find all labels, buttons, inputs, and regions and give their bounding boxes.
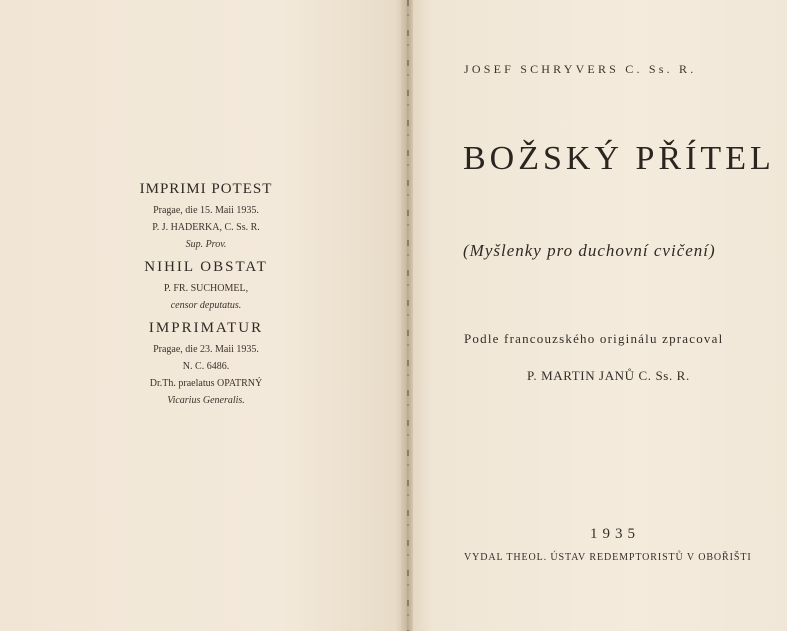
imprimi-potest-heading: IMPRIMI POTEST: [139, 181, 273, 197]
author-name: JOSEF SCHRYVERS C. Ss. R.: [464, 62, 697, 76]
imprimatur-heading: IMPRIMATUR: [148, 320, 264, 336]
church-approvals: [120, 181, 292, 409]
adaptation-note: Podle francouzského originálu zpracoval: [464, 331, 724, 346]
binding-stitches: [407, 0, 409, 631]
publication-year: 1935: [590, 526, 640, 542]
imprimatur-number: N. C. 6486.: [182, 361, 230, 372]
imprimatur-name: Dr.Th. praelatus OPATRNÝ: [149, 378, 263, 389]
book-subtitle: (Myšlenky pro duchovní cvičení): [463, 241, 716, 260]
translator-name: P. MARTIN JANŮ C. Ss. R.: [527, 368, 690, 383]
nihil-obstat-heading: NIHIL OBSTAT: [144, 259, 268, 275]
imprimi-potest-name: P. J. HADERKA, C. Ss. R.: [152, 222, 260, 233]
imprimi-potest-date: Pragae, die 15. Maii 1935.: [153, 205, 259, 216]
imprimatur-date: Pragae, die 23. Maii 1935.: [153, 344, 259, 355]
nihil-obstat-name: P. FR. SUCHOMEL,: [163, 283, 249, 294]
imprimatur-role: Vicarius Generalis.: [167, 395, 245, 406]
publisher-line: VYDAL THEOL. ÚSTAV REDEMPTORISTŮ V OBOŘIŠTI: [464, 552, 752, 563]
imprimi-potest-role: Sup. Prov.: [185, 239, 227, 250]
nihil-obstat-role: censor deputatus.: [170, 300, 242, 311]
book-title: BOŽSKÝ PŘÍTEL: [463, 140, 775, 177]
